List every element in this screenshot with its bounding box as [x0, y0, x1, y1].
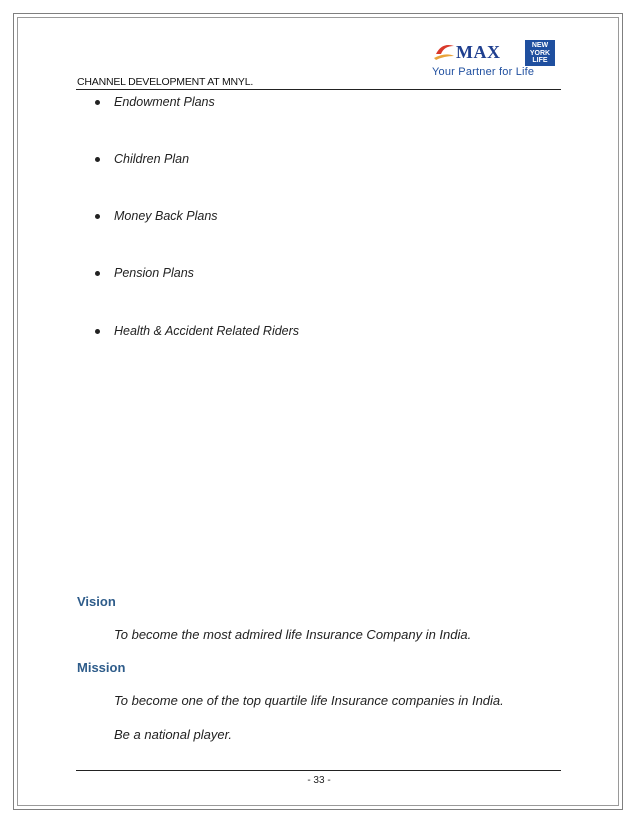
- page-number: - 33 -: [307, 775, 331, 786]
- bullet-icon: [95, 157, 100, 162]
- mission-text: Be a national player.: [114, 727, 233, 742]
- header-divider: [76, 89, 561, 90]
- bullet-icon: [95, 214, 100, 219]
- mission-text: To become one of the top quartile life Insurance companies in India.: [114, 693, 504, 708]
- max-new-york-life-logo: [432, 40, 560, 84]
- logo-tagline: Your Partner for Life: [432, 66, 535, 78]
- bullet-icon: [95, 100, 100, 105]
- list-item: Pension Plans: [95, 266, 194, 280]
- logo-brand: MAX: [456, 42, 501, 62]
- list-item: Health & Accident Related Riders: [95, 324, 299, 338]
- badge-line: NEW: [531, 42, 549, 49]
- footer-divider: [76, 770, 561, 771]
- bullet-icon: [95, 271, 100, 276]
- list-item: Money Back Plans: [95, 209, 218, 223]
- bullet-icon: [95, 329, 100, 334]
- header-title: CHANNEL DEVELOPMENT AT MNYL.: [77, 76, 254, 88]
- vision-heading: Vision: [77, 594, 116, 609]
- vision-text: To become the most admired life Insurance Company in India.: [114, 627, 472, 642]
- new-york-life-badge: [525, 40, 555, 66]
- badge-line: LIFE: [532, 57, 548, 64]
- badge-line: YORK: [529, 49, 551, 57]
- mission-heading: Mission: [77, 660, 126, 675]
- list-item: Endowment Plans: [95, 95, 215, 109]
- page-border-inner: [17, 17, 619, 806]
- list-item: Children Plan: [95, 152, 189, 166]
